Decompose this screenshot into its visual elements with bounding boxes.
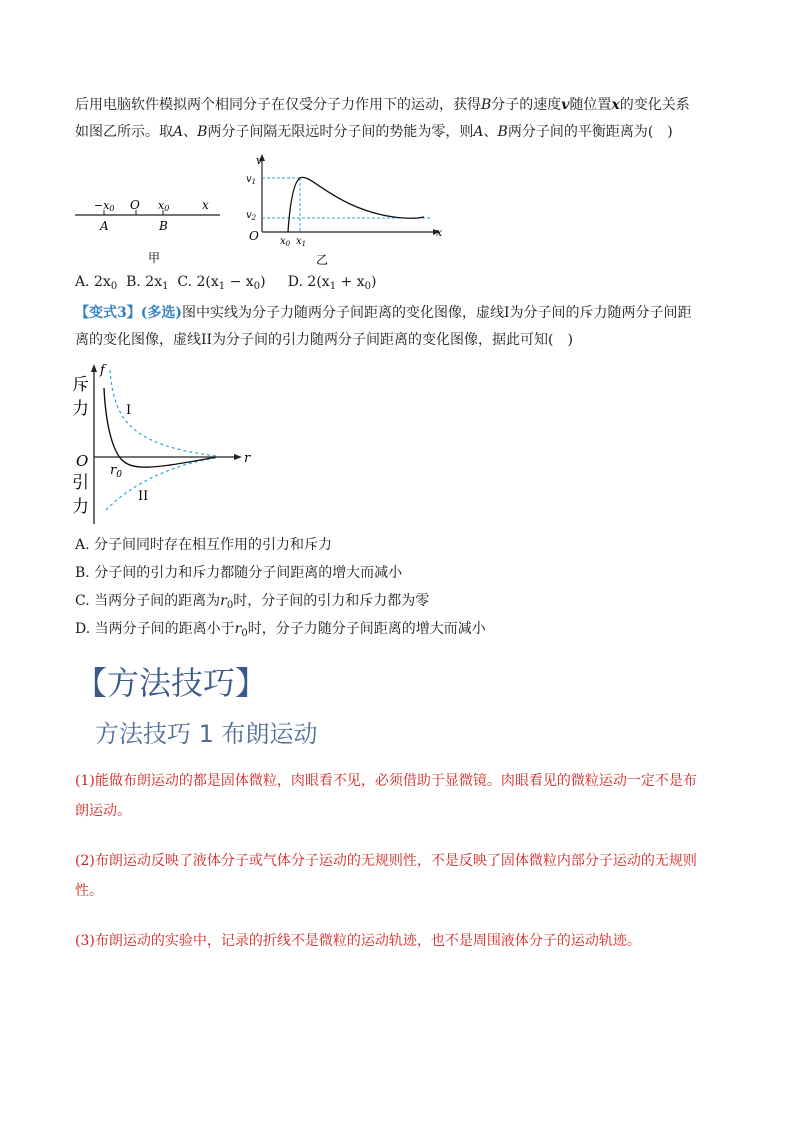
label-v1: $v_1$ (246, 174, 257, 186)
intro-text: 两分子间的平衡距离为( ) (507, 124, 673, 140)
label-attraction-2: 力 (72, 497, 89, 517)
figure-yi (240, 152, 450, 272)
intro-text: 随位置 (569, 97, 612, 113)
intro-paragraph (75, 92, 725, 146)
option-a[interactable]: A. 分子间同时存在相互作用的引力和斥力 (75, 537, 333, 553)
intro-text: 后用电脑软件模拟两个相同分子在仅受分子力作用下的运动，获得 (75, 97, 481, 113)
tip-1: (1)能做布朗运动的都是固体微粒，肉眼看不见，必须借助于显微镜。肉眼看见的微粒运动一定不是布 朗运动。 (75, 773, 697, 819)
intro-text: 分子的速度 (491, 97, 562, 113)
label-r-axis: r (244, 451, 251, 466)
var-A: A (473, 124, 484, 140)
label-v-axis: v (256, 154, 263, 167)
label-x0: $x_0$ (280, 236, 291, 248)
label-origin: O (130, 198, 140, 212)
var-x: x (611, 97, 620, 113)
label-x0: x0 (158, 199, 170, 213)
variant-text: 图中实线为分子力随两分子间距离的变化图像，虚线I为分子间的斥力随两分子间距 (182, 305, 692, 321)
q1-options (75, 272, 376, 297)
var-v: v (561, 97, 570, 113)
intro-text: 的变化关系 (619, 97, 690, 113)
figure-caption-yi: 乙 (316, 253, 329, 267)
intro-text: 如图乙所示。取 (75, 124, 173, 140)
option-a[interactable]: A. $2x_0$ (75, 274, 118, 292)
separator: 、 (183, 124, 198, 140)
label-repulsion-1: 斥 (72, 375, 89, 395)
label-point-B: B (159, 219, 168, 233)
label-x-axis: x (436, 226, 443, 239)
figure-caption-jia: 甲 (148, 251, 161, 265)
var-B: B (497, 124, 508, 140)
tip-2: (2)布朗运动反映了液体分子或气体分子运动的无规则性，不是反映了固体微粒内部分子运动的无规则 性。 (75, 853, 697, 899)
label-r0: $r_0$ (110, 463, 122, 480)
label-repulsion-2: 力 (72, 399, 89, 419)
var-A: A (173, 124, 184, 140)
option-d[interactable]: D. 当两分子间的距离小于$r_0$时，分子力随分子间距离的增大而减小 (75, 621, 486, 639)
section-subheading: 方法技巧 1 布朗运动 (95, 720, 318, 748)
label-v2: $v_2$ (246, 210, 257, 222)
variant-text: 离的变化图像，虚线II为分子间的引力随两分子间距离的变化图像，据此可知( ) (75, 332, 573, 348)
option-b[interactable]: B. $2x_1$ (126, 274, 169, 292)
label-f-axis: f (100, 363, 105, 378)
label-x-axis: x (202, 198, 209, 212)
option-c[interactable]: C. 当两分子间的距离为$r_0$时，分子间的引力和斥力都为零 (75, 593, 430, 611)
variant-tag: 【变式3】(多选) (75, 305, 182, 321)
section-heading: 【方法技巧】 (75, 664, 268, 702)
var-B: B (197, 124, 208, 140)
label-x1: $x_1$ (296, 236, 307, 248)
label-neg-x0: −x0 (94, 199, 115, 213)
label-attraction-1: 引 (72, 473, 89, 493)
tip-3: (3)布朗运动的实验中，记录的折线不是微粒的运动轨迹，也不是周围液体分子的运动轨迹。 (75, 933, 641, 949)
var-B: B (481, 97, 492, 113)
intro-text: 两分子间隔无限远时分子间的势能为零，则 (207, 124, 474, 140)
variant3-paragraph (75, 300, 725, 354)
figure-force (70, 360, 260, 530)
label-curve-II: II (138, 489, 149, 504)
label-origin: O (249, 229, 259, 243)
separator: 、 (483, 124, 498, 140)
label-curve-I: I (126, 403, 132, 418)
label-origin: O (76, 452, 89, 470)
option-c[interactable]: C. $2(x_1 - x_0)$ (177, 274, 266, 292)
option-d[interactable]: D. $2(x_1 + x_0)$ (287, 274, 377, 292)
option-b[interactable]: B. 分子间的引力和斥力都随分子间距离的增大而减小 (75, 565, 403, 581)
label-point-A: A (100, 219, 109, 233)
figure-jia (70, 190, 230, 270)
